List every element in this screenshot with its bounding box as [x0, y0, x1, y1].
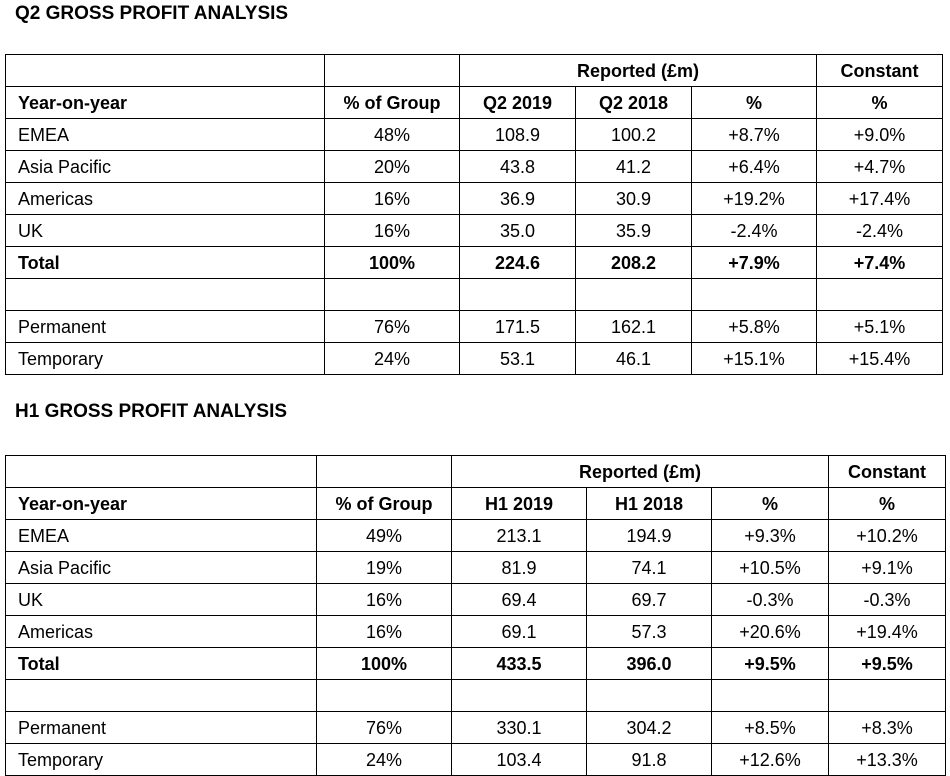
q2-group-header-row: [6, 55, 943, 87]
empty-cell: [6, 279, 325, 311]
table-row: [6, 712, 946, 744]
table-row: [6, 343, 943, 375]
region-label: EMEA: [6, 520, 317, 552]
current-value-cell: 103.4: [452, 744, 587, 776]
constant-pct-cell: +9.1%: [829, 552, 946, 584]
empty-cell: [692, 279, 817, 311]
region-label: EMEA: [6, 119, 325, 151]
q2-column-header-row: [6, 87, 943, 119]
empty-cell: [587, 680, 712, 712]
h1-constant-header: Constant: [829, 456, 946, 488]
pct-group-cell: 19%: [317, 552, 452, 584]
previous-value-cell: 57.3: [587, 616, 712, 648]
constant-pct-cell: +8.3%: [829, 712, 946, 744]
reported-pct-cell: +19.2%: [692, 183, 817, 215]
q2-col-reported-pct: %: [692, 87, 817, 119]
reported-pct-cell: +10.5%: [712, 552, 829, 584]
current-value-cell: 171.5: [460, 311, 576, 343]
h1-column-header-row: [6, 488, 946, 520]
pct-group-cell: 100%: [317, 648, 452, 680]
h1-col-year-on-year: Year-on-year: [6, 488, 317, 520]
constant-pct-cell: +17.4%: [817, 183, 943, 215]
reported-pct-cell: +20.6%: [712, 616, 829, 648]
reported-pct-cell: -2.4%: [692, 215, 817, 247]
empty-cell: [460, 279, 576, 311]
current-value-cell: 433.5: [452, 648, 587, 680]
previous-value-cell: 30.9: [576, 183, 692, 215]
previous-value-cell: 304.2: [587, 712, 712, 744]
h1-reported-header: Reported (£m): [452, 456, 829, 488]
previous-value-cell: 396.0: [587, 648, 712, 680]
q2-section-title: Q2 GROSS PROFIT ANALYSIS: [15, 3, 289, 24]
reported-pct-cell: +6.4%: [692, 151, 817, 183]
pct-group-cell: 16%: [317, 616, 452, 648]
reported-pct-cell: +9.3%: [712, 520, 829, 552]
h1-total-row: [6, 648, 946, 680]
q2-header-blank: [6, 55, 325, 87]
constant-pct-cell: +9.0%: [817, 119, 943, 151]
previous-value-cell: 194.9: [587, 520, 712, 552]
empty-cell: [817, 279, 943, 311]
table-row: [6, 215, 943, 247]
empty-cell: [317, 680, 452, 712]
pct-group-cell: 20%: [325, 151, 460, 183]
pct-group-cell: 24%: [325, 343, 460, 375]
constant-pct-cell: +10.2%: [829, 520, 946, 552]
reported-pct-cell: +8.5%: [712, 712, 829, 744]
q2-col-pct-group: % of Group: [325, 87, 460, 119]
type-label: Permanent: [6, 311, 325, 343]
previous-value-cell: 41.2: [576, 151, 692, 183]
previous-value-cell: 46.1: [576, 343, 692, 375]
current-value-cell: 53.1: [460, 343, 576, 375]
empty-cell: [452, 680, 587, 712]
empty-cell: [712, 680, 829, 712]
constant-pct-cell: +19.4%: [829, 616, 946, 648]
reported-pct-cell: +7.9%: [692, 247, 817, 279]
region-label: Asia Pacific: [6, 151, 325, 183]
constant-pct-cell: +13.3%: [829, 744, 946, 776]
h1-col-previous: H1 2018: [587, 488, 712, 520]
reported-pct-cell: +8.7%: [692, 119, 817, 151]
region-label: Americas: [6, 183, 325, 215]
previous-value-cell: 69.7: [587, 584, 712, 616]
type-label: Permanent: [6, 712, 317, 744]
constant-pct-cell: +4.7%: [817, 151, 943, 183]
empty-cell: [325, 279, 460, 311]
table-row: [6, 119, 943, 151]
pct-group-cell: 49%: [317, 520, 452, 552]
table-row: [6, 584, 946, 616]
table-row: [6, 616, 946, 648]
current-value-cell: 69.4: [452, 584, 587, 616]
spacer-row: [6, 279, 943, 311]
constant-pct-cell: +5.1%: [817, 311, 943, 343]
reported-pct-cell: +15.1%: [692, 343, 817, 375]
reported-pct-cell: +9.5%: [712, 648, 829, 680]
spacer-row: [6, 680, 946, 712]
region-label: UK: [6, 584, 317, 616]
type-label: Temporary: [6, 343, 325, 375]
region-label: Asia Pacific: [6, 552, 317, 584]
h1-header-blank: [6, 456, 317, 488]
h1-col-constant-pct: %: [829, 488, 946, 520]
q2-header-blank: [325, 55, 460, 87]
h1-col-current: H1 2019: [452, 488, 587, 520]
q2-reported-header: Reported (£m): [460, 55, 817, 87]
reported-pct-cell: +12.6%: [712, 744, 829, 776]
previous-value-cell: 100.2: [576, 119, 692, 151]
empty-cell: [576, 279, 692, 311]
pct-group-cell: 16%: [325, 183, 460, 215]
previous-value-cell: 208.2: [576, 247, 692, 279]
previous-value-cell: 91.8: [587, 744, 712, 776]
pct-group-cell: 16%: [317, 584, 452, 616]
constant-pct-cell: -0.3%: [829, 584, 946, 616]
constant-pct-cell: -2.4%: [817, 215, 943, 247]
current-value-cell: 108.9: [460, 119, 576, 151]
reported-pct-cell: +5.8%: [692, 311, 817, 343]
q2-total-row: [6, 247, 943, 279]
table-row: [6, 151, 943, 183]
h1-header-blank: [317, 456, 452, 488]
constant-pct-cell: +7.4%: [817, 247, 943, 279]
q2-col-previous: Q2 2018: [576, 87, 692, 119]
h1-gross-profit-table: [5, 455, 946, 776]
pct-group-cell: 100%: [325, 247, 460, 279]
current-value-cell: 81.9: [452, 552, 587, 584]
table-row: [6, 183, 943, 215]
current-value-cell: 330.1: [452, 712, 587, 744]
pct-group-cell: 76%: [317, 712, 452, 744]
constant-pct-cell: +9.5%: [829, 648, 946, 680]
current-value-cell: 69.1: [452, 616, 587, 648]
reported-pct-cell: -0.3%: [712, 584, 829, 616]
empty-cell: [6, 680, 317, 712]
table-row: [6, 520, 946, 552]
previous-value-cell: 35.9: [576, 215, 692, 247]
table-row: [6, 744, 946, 776]
pct-group-cell: 48%: [325, 119, 460, 151]
q2-constant-header: Constant: [817, 55, 943, 87]
region-label: Americas: [6, 616, 317, 648]
current-value-cell: 224.6: [460, 247, 576, 279]
current-value-cell: 213.1: [452, 520, 587, 552]
table-row: [6, 311, 943, 343]
current-value-cell: 43.8: [460, 151, 576, 183]
q2-gross-profit-table: [5, 54, 943, 375]
constant-pct-cell: +15.4%: [817, 343, 943, 375]
current-value-cell: 36.9: [460, 183, 576, 215]
q2-col-constant-pct: %: [817, 87, 943, 119]
h1-col-reported-pct: %: [712, 488, 829, 520]
h1-col-pct-group: % of Group: [317, 488, 452, 520]
pct-group-cell: 76%: [325, 311, 460, 343]
current-value-cell: 35.0: [460, 215, 576, 247]
q2-col-current: Q2 2019: [460, 87, 576, 119]
q2-col-year-on-year: Year-on-year: [6, 87, 325, 119]
previous-value-cell: 162.1: [576, 311, 692, 343]
previous-value-cell: 74.1: [587, 552, 712, 584]
total-label: Total: [6, 247, 325, 279]
type-label: Temporary: [6, 744, 317, 776]
region-label: UK: [6, 215, 325, 247]
table-row: [6, 552, 946, 584]
empty-cell: [829, 680, 946, 712]
pct-group-cell: 16%: [325, 215, 460, 247]
h1-section-title: H1 GROSS PROFIT ANALYSIS: [15, 401, 288, 422]
total-label: Total: [6, 648, 317, 680]
pct-group-cell: 24%: [317, 744, 452, 776]
h1-group-header-row: [6, 456, 946, 488]
